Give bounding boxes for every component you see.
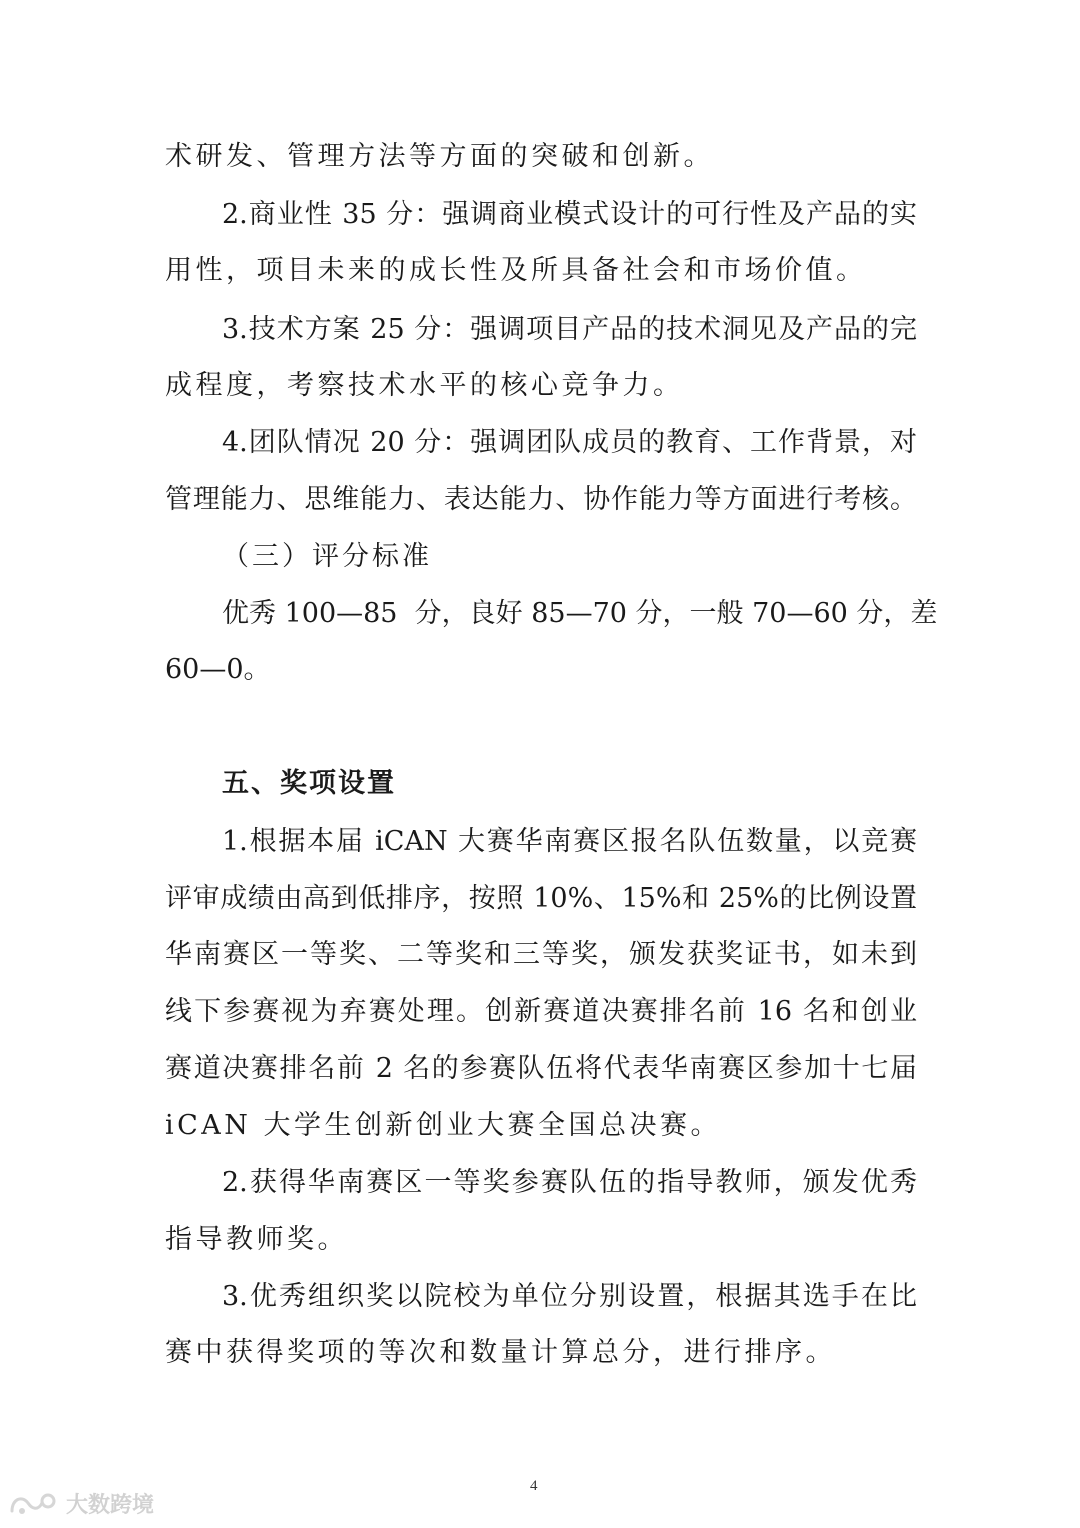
body-line: 华南赛区一等奖、二等奖和三等奖，颁发获奖证书，如未到 <box>165 939 917 970</box>
body-line: iCAN 大学生创新创业大赛全国总决赛。 <box>165 1110 721 1141</box>
dashu-logo-icon <box>8 1489 60 1519</box>
page-number: 4 <box>530 1478 538 1494</box>
body-line: 管理能力、思维能力、表达能力、协作能力等方面进行考核。 <box>165 484 917 515</box>
body-line: 2.获得华南赛区一等奖参赛队伍的指导教师，颁发优秀 <box>222 1167 917 1198</box>
body-line: 3.优秀组织奖以院校为单位分别设置，根据其选手在比 <box>222 1281 917 1312</box>
body-line: 赛道决赛排名前 2 名的参赛队伍将代表华南赛区参加十七届 <box>165 1053 917 1084</box>
body-line: 3.技术方案 25 分：强调项目产品的技术洞见及产品的完 <box>222 314 917 345</box>
body-line: 成程度，考察技术水平的核心竞争力。 <box>165 370 684 401</box>
body-line: 用性，项目未来的成长性及所具备社会和市场价值。 <box>165 255 867 286</box>
body-line: 2.商业性 35 分：强调商业模式设计的可行性及产品的实 <box>222 199 917 230</box>
watermark-text: 大数跨境 <box>66 1493 155 1518</box>
body-line: 4.团队情况 20 分：强调团队成员的教育、工作背景，对 <box>222 427 917 458</box>
body-line: 优秀 100—85 分，良好 85—70 分，一般 70—60 分，差 <box>222 598 938 629</box>
body-line: 评审成绩由高到低排序，按照 10%、15%和 25%的比例设置 <box>165 883 917 914</box>
body-line: 60—0。 <box>165 654 271 685</box>
watermark <box>8 1488 154 1519</box>
body-line: 术研发、管理方法等方面的突破和创新。 <box>165 141 714 172</box>
body-line: 赛中获得奖项的等次和数量计算总分，进行排序。 <box>165 1337 836 1368</box>
subsection-heading: （三）评分标准 <box>222 541 432 572</box>
body-line: 指导教师奖。 <box>165 1224 348 1255</box>
body-line: 线下参赛视为弃赛处理。创新赛道决赛排名前 16 名和创业 <box>165 996 917 1027</box>
body-line: 1.根据本届 iCAN 大赛华南赛区报名队伍数量，以竞赛 <box>222 826 917 857</box>
section-heading: 五、奖项设置 <box>222 768 396 799</box>
